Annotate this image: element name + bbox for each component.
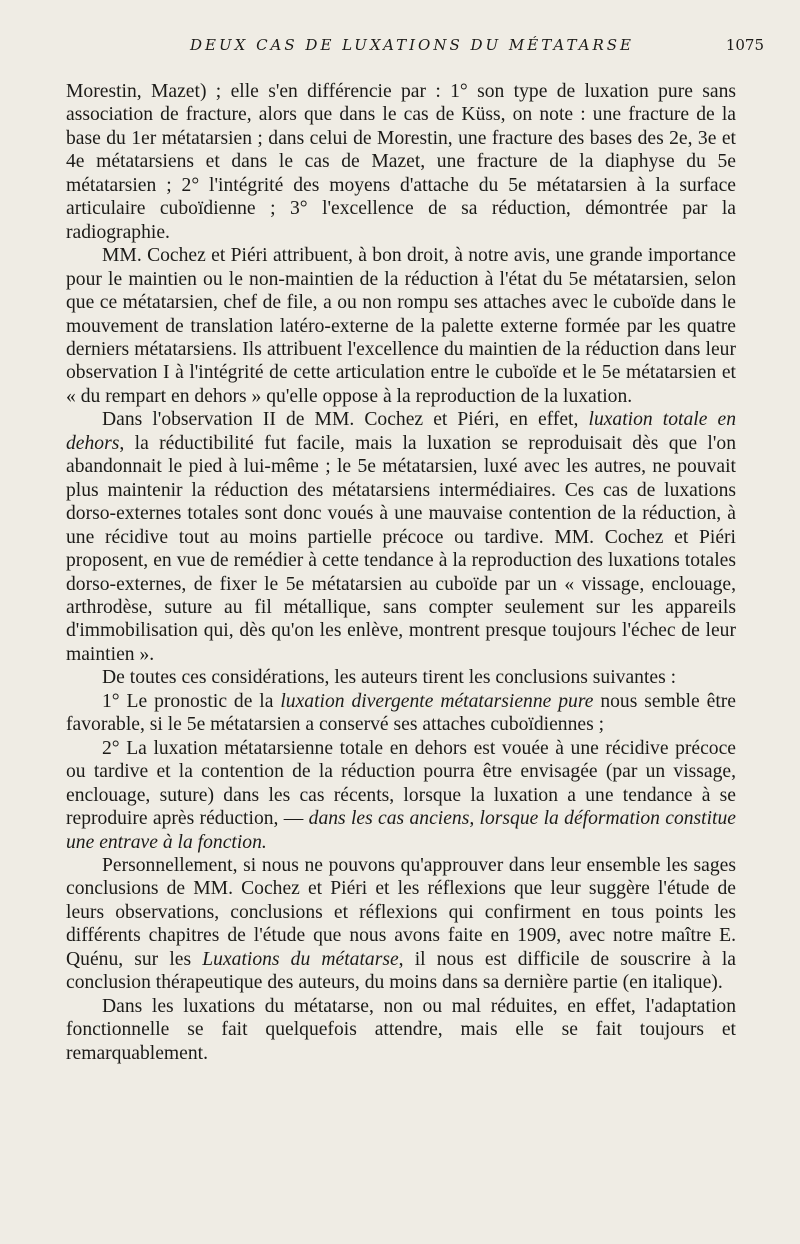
conclusion-1-text-a: 1° Le pronostic de la	[102, 690, 281, 712]
paragraph-3-text-b: , la réductibilité fut facile, mais la luxation se reproduisait dès que l'on abandonnait le pied à lui-même ; le 5e métatarsien, luxé avec les autres, ne pouvait plus maintenir la réduction des métatarsiens intermédiaires. Ces cas de luxations dorso-externes totales sont donc voués à une mauvaise contention de la réduction, à une récidive tout au moins partielle précoce ou tardive. MM. Cochez et Piéri proposent, en vue de remédier à cette tendance à la reproduction des luxations totales dorso-externes, de fixer le 5e métatarsien au cuboïde par un « vissage, enclouage, arthrodèse, suture au fil métallique, sans compter seulement sur les appareils d'immobilisation qui, dès qu'on les enlève, montrent presque toujours l'échec de leur maintien ».	[66, 432, 736, 665]
running-head	[0, 36, 800, 58]
conclusion-2-text-a: 2° La luxation métatarsienne totale en dehors est vouée à une récidive précoce ou tardive et la contention de la réduction pourra être envisagée (par un vissage, enclouage, suture) dans les cas récents, lorsque la luxation a une tendance à se reproduire après réduction, —	[66, 737, 736, 830]
conclusion-2	[66, 737, 736, 854]
paragraph-1: Morestin, Mazet) ; elle s'en différencie par : 1° son type de luxation pure sans association de fracture, alors que dans le cas de Küss, on note : une fracture de la base du 1er métatarsien ; dans celui de Morestin, une fracture des bases des 2e, 3e et 4e métatarsiens et dans le cas de Mazet, une fracture de la diaphyse du 5e métatarsien ; 2° l'intégrité des moyens d'attache du 5e métatarsien à la surface articulaire cuboïdienne ; 3° l'excellence de sa réduction, démontrée par la radiographie.	[66, 81, 736, 243]
conclusion-1-text-b: nous semble être favorable, si le 5e métatarsien a conservé ses attaches cuboïdiennes ;	[66, 690, 736, 736]
page-number: 1075	[725, 36, 764, 54]
conclusion-1	[66, 690, 736, 737]
body-text	[66, 80, 736, 1065]
paragraph-4: De toutes ces considérations, les auteurs tirent les conclusions suivantes :	[102, 667, 677, 689]
paragraph-7-text-a: Personnellement, si nous ne pouvons qu'approuver dans leur ensemble les sages conclusions de MM. Cochez et Piéri et les réflexions que leur suggère l'étude de leurs observations, conclusions et réflexions qui confirment en tous points les différents chapitres de l'étude que nous avons faite en 1909, avec notre maître E. Quénu, sur les	[66, 854, 736, 970]
conclusion-2-italic: dans les cas anciens, lorsque la déformation constitue une entrave à la fonction.	[66, 808, 736, 853]
paragraph-3-text-a: Dans l'observation II de MM. Cochez et Piéri, en effet,	[102, 409, 589, 431]
paragraph-7-text-b: , il nous est difficile de souscrire à la conclusion thérapeutique des auteurs, du moins dans sa dernière partie (en italique).	[66, 948, 736, 994]
paragraph-8: Dans les luxations du métatarse, non ou mal réduites, en effet, l'adaptation fonctionnelle se fait quelquefois attendre, mais elle se fait toujours et remarquablement.	[66, 995, 736, 1064]
paragraph-3	[66, 408, 736, 666]
paragraph-7	[66, 854, 736, 995]
conclusion-1-italic: luxation divergente métatarsienne pure	[280, 690, 594, 712]
paragraph-3-italic: luxation totale en dehors	[66, 409, 736, 454]
paragraph-2: MM. Cochez et Piéri attribuent, à bon droit, à notre avis, une grande importance pour le maintien ou le non-maintien de la réduction à l'état du 5e métatarsien, selon que ce métatarsien, chef de file, a ou non rompu ses attaches avec le cuboïde dans le mouvement de translation latéro-externe de la palette externe formée par les quatre derniers métatarsiens. Ils attribuent l'excellence du maintien de la réduction dans leur observation I à l'intégrité de cette articulation entre le cuboïde et le 5e métatarsien et « du rempart en dehors » qu'elle oppose à la reproduction de la luxation.	[66, 245, 736, 407]
running-title: DEUX CAS DE LUXATIONS DU MÉTATARSE	[190, 36, 634, 54]
paragraph-7-italic: Luxations du métatarse	[202, 948, 399, 970]
